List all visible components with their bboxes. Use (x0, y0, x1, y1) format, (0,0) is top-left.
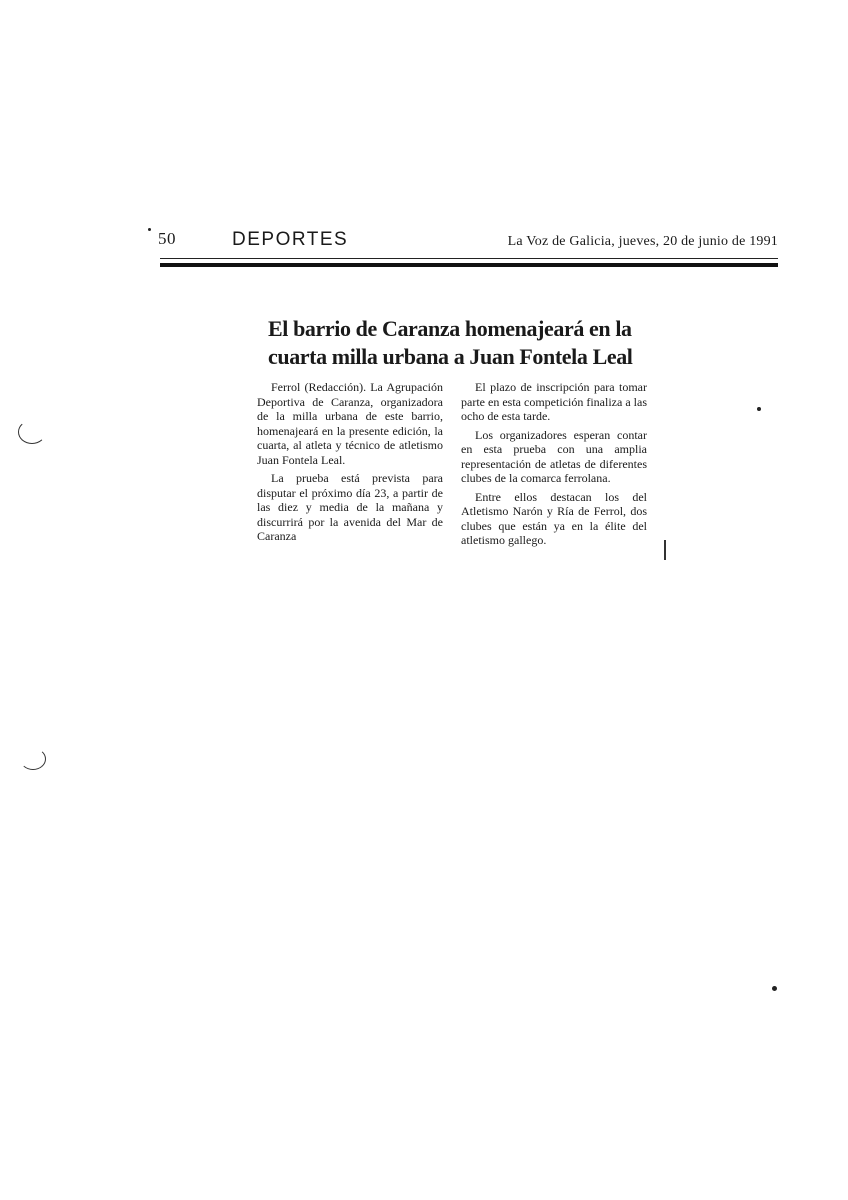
paragraph: Los organizadores esperan contar en esta prueba con una amplia representación de atletas de diferentes clubes de la comarca ferrolana. (461, 427, 647, 485)
page-number: 50 (158, 229, 176, 248)
scan-mark (664, 540, 666, 560)
publication-date: La Voz de Galicia, jueves, 20 de junio de 1991 (507, 234, 778, 249)
paragraph: La prueba está prevista para disputar el próximo día 23, a partir de las diez y media de la mañana y discurrirá por la avenida del Mar de Caranza (257, 471, 443, 543)
scan-mark (772, 986, 777, 991)
headline-line-2: cuarta milla urbana a Juan Fontela Leal (268, 344, 633, 369)
scan-mark (757, 407, 761, 411)
paragraph: Ferrol (Redacción). La Agrupación Deportiva de Caranza, organizadora de la milla urbana de este barrio, homenajeará en la presente edición, la cuarta, al atleta y técnico de atletismo Juan Fontela Leal. (257, 380, 443, 467)
scan-mark (18, 420, 46, 444)
section-title: DEPORTES (232, 229, 349, 250)
header-rule-thick (160, 263, 778, 267)
paragraph: Entre ellos destacan los del Atletismo Narón y Ría de Ferrol, dos clubes que están ya en la élite del atletismo gallego. (461, 489, 647, 547)
scan-mark (20, 748, 46, 770)
header-rule-thin (160, 258, 778, 259)
scan-mark (148, 228, 151, 231)
article-column-left (257, 380, 443, 548)
paragraph: El plazo de inscripción para tomar parte en esta competición finaliza a las ocho de esta tarde. (461, 380, 647, 423)
headline-line-1: El barrio de Caranza homenajeará en la (268, 316, 632, 341)
article-column-right (461, 380, 647, 552)
headline (268, 315, 688, 371)
